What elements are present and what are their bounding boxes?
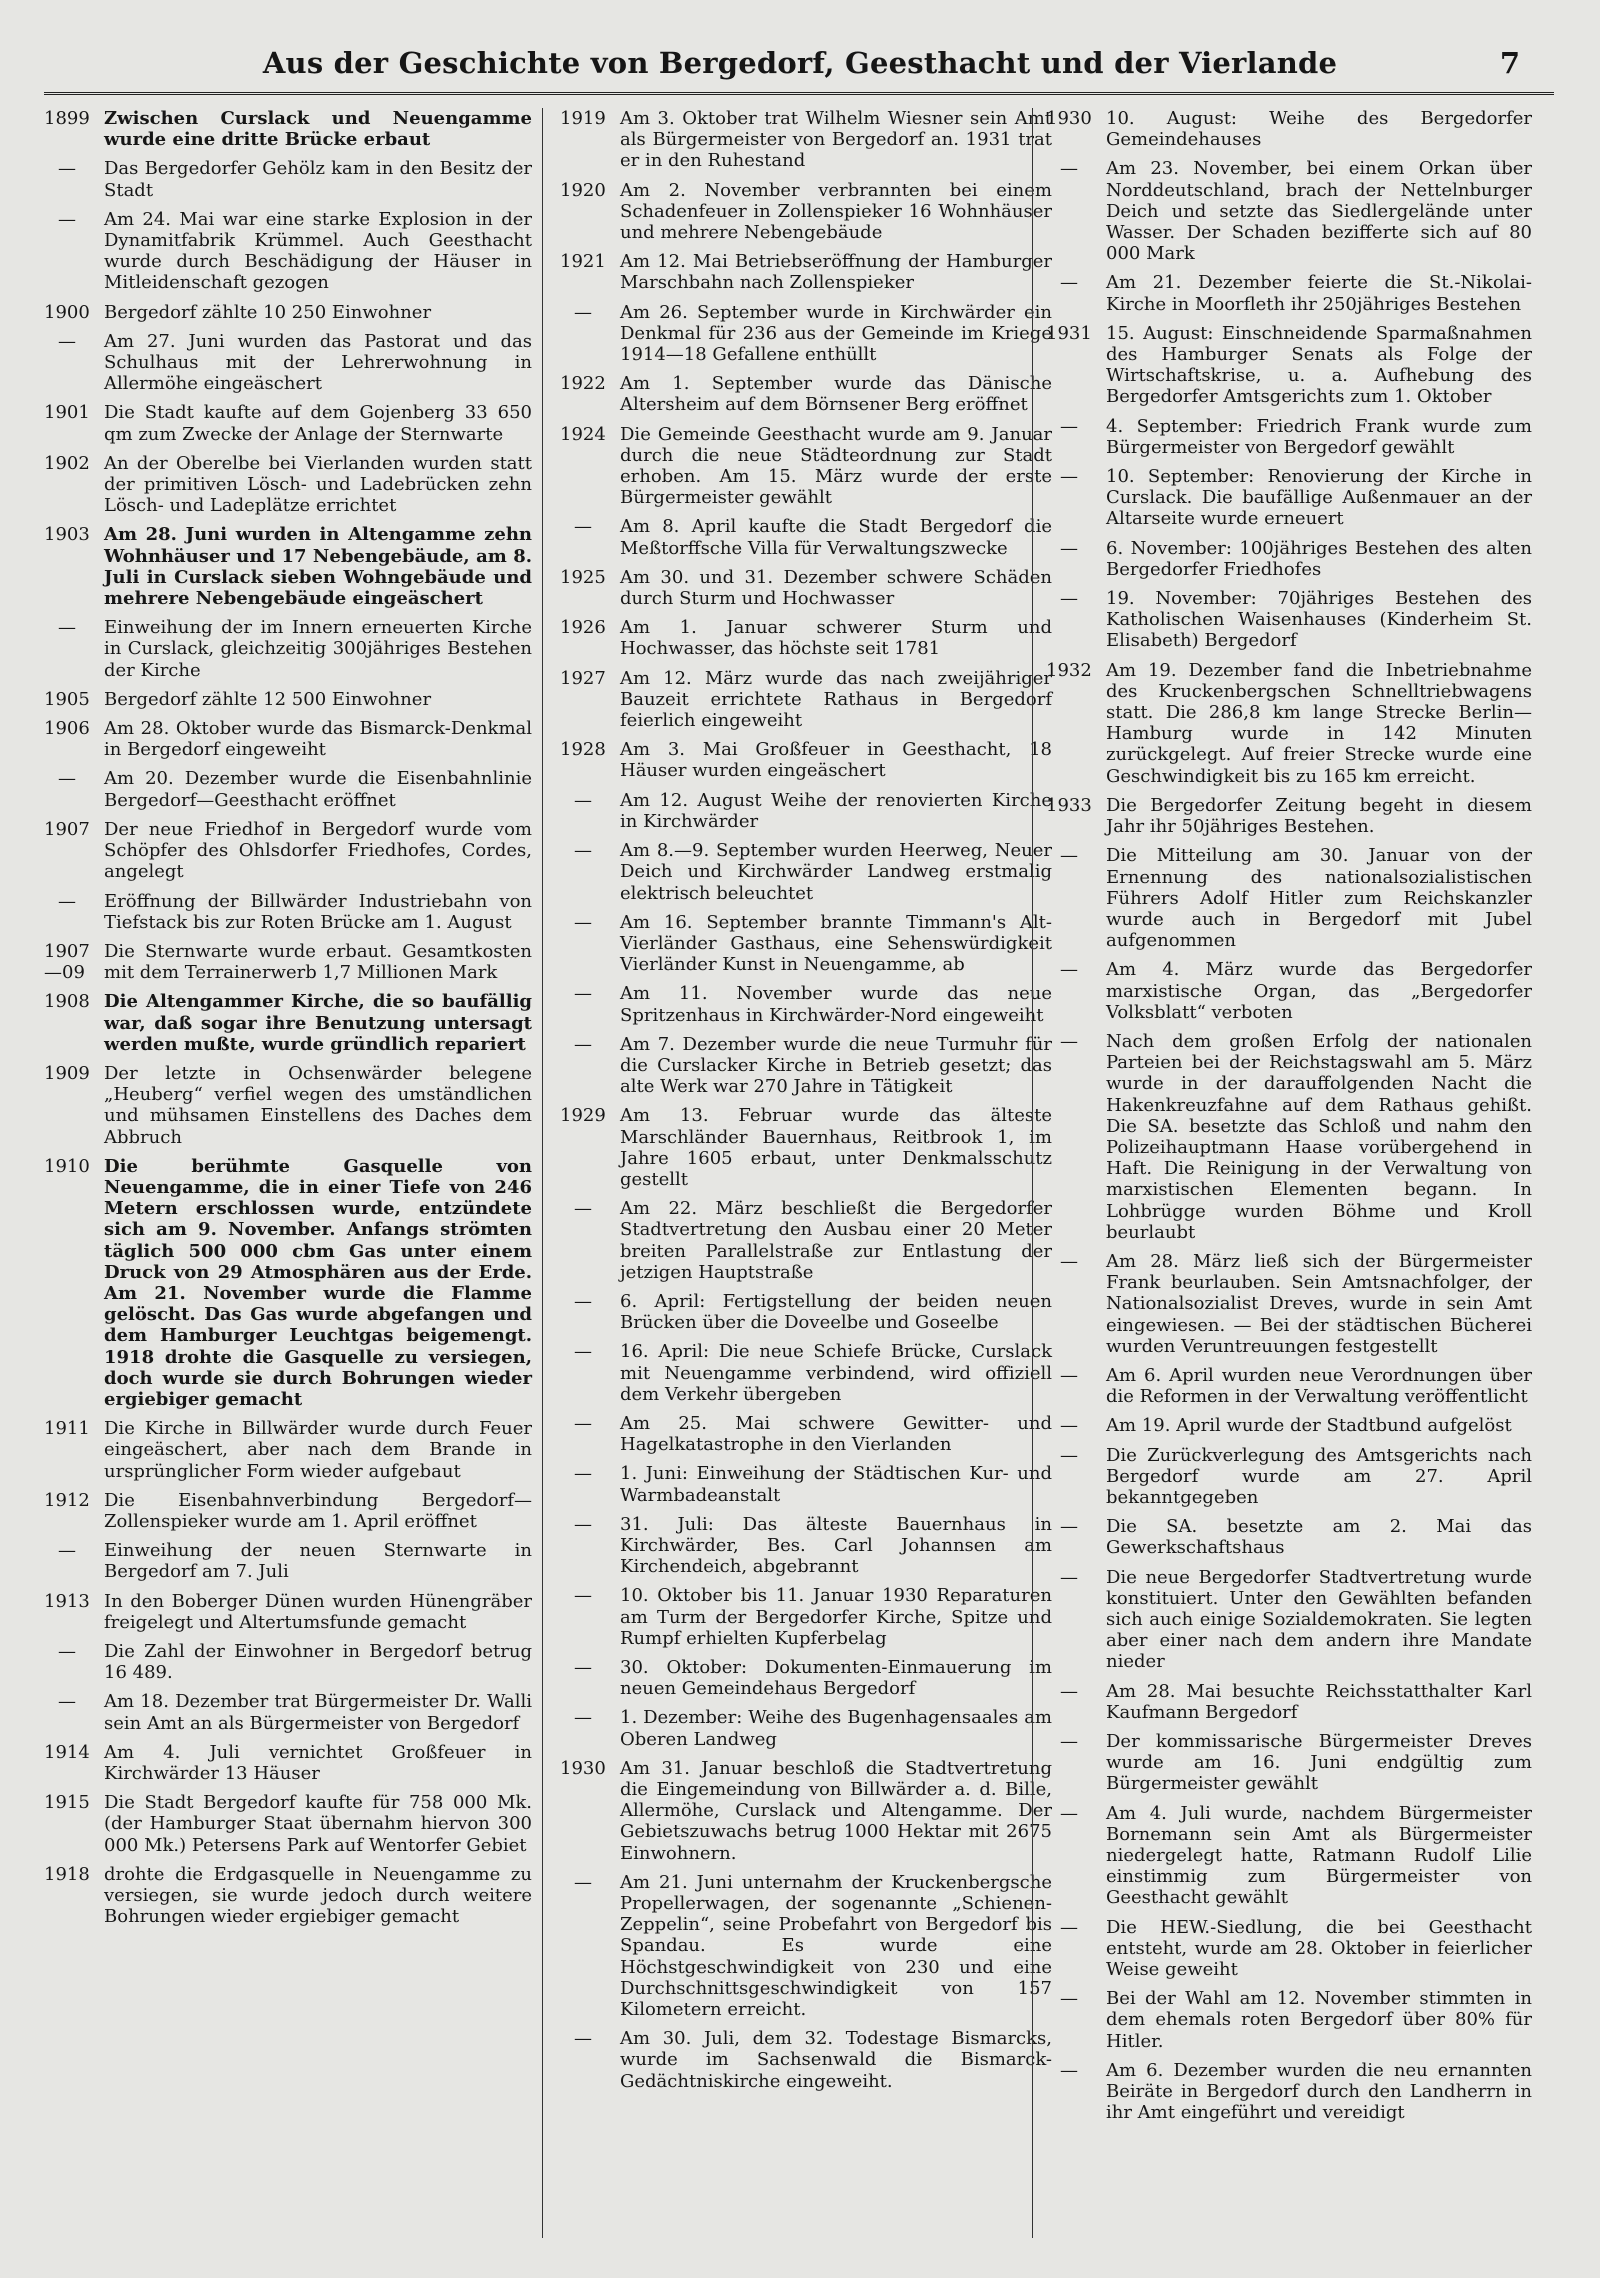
entry-text: Am 18. Dezember trat Bürgermeister Dr. Walli sein Amt an als Bürgermeister von Bergedorf <box>104 1691 532 1734</box>
entry-dash: — <box>1060 1802 1078 1824</box>
entry-text: Am 7. Dezember wurde die neue Turmuhr für die Curslacker Kirche in Betrieb gesetzt; das alte Werk war 270 Jahre in Tätigkeit <box>620 1033 1052 1098</box>
entry-dash: — <box>1060 1731 1078 1753</box>
entry-text: Die Bergedorfer Zeitung begeht in diesem Jahr ihr 50jähriges Bestehen. <box>1106 794 1532 838</box>
entry-dash: — <box>1060 959 1078 981</box>
chronicle-entry <box>560 302 1052 366</box>
chronicle-entry <box>44 402 532 444</box>
chronicle-entry <box>560 1872 1052 2020</box>
entry-text: Einweihung der im Innern erneuerten Kirche in Curslack, gleichzeitig 300jähriges Bestehen der Kirche <box>104 617 532 681</box>
chronicle-entry <box>44 158 532 200</box>
entry-dash: — <box>1060 466 1078 488</box>
entry-dash: — <box>1060 1988 1078 2010</box>
entry-text: Am 30. Juli, dem 32. Todestage Bismarcks, wurde im Sachsenwald die Bismarck-Gedächtniskirche eingeweiht. <box>620 2028 1052 2092</box>
entry-year: 1924 <box>560 423 606 445</box>
entry-text: Die Eisenbahnverbindung Bergedorf—Zollenspieker wurde am 1. April eröffnet <box>104 1489 532 1532</box>
chronicle-entry <box>1046 588 1532 652</box>
entry-dash: — <box>574 1707 592 1729</box>
entry-text: 6. November: 100jähriges Bestehen des alten Bergedorfer Friedhofes <box>1106 537 1532 580</box>
entry-text: Eröffnung der Billwärder Industriebahn von Tiefstack bis zur Roten Brücke am 1. August <box>104 890 532 933</box>
chronicle-entry <box>44 453 532 517</box>
entry-dash: — <box>58 617 76 639</box>
entry-dash: — <box>58 330 76 352</box>
chronicle-entry <box>44 1691 532 1733</box>
chronicle-entry <box>560 1463 1052 1505</box>
entry-text: Die Gemeinde Geesthacht wurde am 9. Januar durch die neue Städteordnung zur Stadt erhoben. Am 15. März wurde der erste Bürgermeister gewählt <box>620 423 1052 509</box>
entry-year: 1903 <box>44 524 90 546</box>
entry-dash: — <box>1060 845 1078 867</box>
chronicle-entry <box>44 1641 532 1683</box>
entry-text: Am 28. März ließ sich der Bürgermeister Frank beurlauben. Sein Amtsnachfolger, der Nationalsozialist Dreves, wurde in sein Amt eingewiesen. — Bei der städtischen Bücherei wurden Veruntreuungen festgestellt <box>1106 1250 1532 1357</box>
chronicle-entry <box>44 718 532 760</box>
entry-year: 1905 <box>44 688 90 710</box>
entry-text: Am 1. September wurde das Dänische Altersheim auf dem Börnsener Berg eröffnet <box>620 373 1052 416</box>
entry-text: Die HEW.-Siedlung, die bei Geesthacht entsteht, wurde am 28. Oktober in feierlicher Weise geweiht <box>1106 1916 1532 1981</box>
entry-text: Die Zahl der Einwohner in Bergedorf betrug 16 489. <box>104 1641 532 1684</box>
page-number: 7 <box>1499 46 1520 80</box>
entry-text: Einweihung der neuen Sternwarte in Bergedorf am 7. Juli <box>104 1540 532 1583</box>
entry-text: Der kommissarische Bürgermeister Dreves wurde am 16. Juni endgültig zum Bürgermeister gewählt <box>1106 1731 1532 1795</box>
chronicle-entry <box>560 1034 1052 1098</box>
chronicle-entry <box>44 302 532 323</box>
entry-dash: — <box>1060 1444 1078 1466</box>
entry-text: Am 23. November, bei einem Orkan über Norddeutschland, brach der Nettelnburger Deich und setzte das Siedlergelände unter Wasser. Der Schaden bezifferte sich auf 80 000 Mark <box>1106 158 1532 265</box>
entry-year: 1921 <box>560 251 606 273</box>
header-rule <box>44 92 1554 95</box>
entry-text: Bei der Wahl am 12. November stimmten in dem ehemals roten Bergedorf über 80% für Hitler. <box>1106 1988 1532 2052</box>
chronicle-entry <box>560 1105 1052 1190</box>
chronicle-entry <box>560 1707 1052 1749</box>
entry-dash: — <box>574 911 592 933</box>
entry-year: 1922 <box>560 373 606 395</box>
entry-year: 1909 <box>44 1062 90 1084</box>
chronicle-entry <box>1046 1567 1532 1673</box>
chronicle-entry <box>1046 158 1532 264</box>
entry-year: 1925 <box>560 566 606 588</box>
column-2 <box>560 108 1052 2238</box>
entry-text: Bergedorf zählte 10 250 Einwohner <box>104 301 432 323</box>
chronicle-entry <box>44 108 532 150</box>
chronicle-entry <box>560 1585 1052 1649</box>
entry-dash: — <box>1060 415 1078 437</box>
chronicle-entry <box>44 1591 532 1633</box>
entry-text: Am 8. April kaufte die Stadt Bergedorf die Meßtorffsche Villa für Verwaltungszwecke <box>620 516 1052 559</box>
entry-text: Der letzte in Ochsenwärder belegene „Heuberg“ verfiel wegen des umständlichen und mühsamen Einstellens des Daches dem Abbruch <box>104 1062 532 1148</box>
chronicle-entry <box>1046 1516 1532 1558</box>
entry-year: 1908 <box>44 991 90 1013</box>
chronicle-entry <box>1046 272 1532 314</box>
entry-text: Die Sternwarte wurde erbaut. Gesamtkosten mit dem Terrainerwerb 1,7 Millionen Mark <box>104 940 532 984</box>
entry-text: Am 13. Februar wurde das älteste Marschländer Bauernhaus, Reitbrook 1, im Jahre 1605 erbaut, unter Denkmalsschutz gestellt <box>620 1105 1052 1190</box>
entry-text: Am 21. Dezember feierte die St.-Nikolai-Kirche in Moorfleth ihr 250jähriges Bestehen <box>1106 272 1532 315</box>
entry-year: 1926 <box>560 617 606 639</box>
entry-year: 1927 <box>560 667 606 689</box>
page-header <box>60 46 1540 86</box>
chronicle-entry <box>560 983 1052 1025</box>
column-divider <box>1032 108 1033 2238</box>
chronicle-entry <box>44 991 532 1055</box>
chronicle-entry <box>44 1540 532 1582</box>
entry-text: Am 24. Mai war eine starke Explosion in der Dynamitfabrik Krümmel. Auch Geesthacht wurde durch Beschädigung der Häuser in Mitleidenschaft gezogen <box>104 208 532 294</box>
chronicle-entry <box>44 331 532 395</box>
entry-year: 1918 <box>44 1863 90 1885</box>
chronicle-entry <box>1046 660 1532 787</box>
entry-text: Die Altengammer Kirche, die so baufällig war, daß sogar ihre Benutzung untersagt werden mußte, wurde gründlich repariert <box>104 991 532 1055</box>
chronicle-entry <box>560 251 1052 293</box>
entry-dash: — <box>58 768 76 790</box>
entry-dash: — <box>574 301 592 323</box>
entry-text: Am 30. und 31. Dezember schwere Schäden durch Sturm und Hochwasser <box>620 566 1052 610</box>
chronicle-entry <box>44 1156 532 1410</box>
entry-text: 6. April: Fertigstellung der beiden neuen Brücken über die Doveelbe und Goseelbe <box>620 1290 1052 1334</box>
chronicle-entry <box>44 1864 532 1928</box>
chronicle-entry <box>1046 538 1532 580</box>
chronicle-entry <box>560 1198 1052 1283</box>
entry-dash: — <box>58 1691 76 1713</box>
chronicle-entry <box>560 840 1052 904</box>
entry-year: 1901 <box>44 402 90 424</box>
entry-text: Am 19. April wurde der Stadtbund aufgelöst <box>1106 1415 1512 1437</box>
entry-year: 1933 <box>1046 794 1092 816</box>
entry-text: Nach dem großen Erfolg der nationalen Parteien bei der Reichstagswahl am 5. März wurde in der darauffolgenden Nacht die Hakenkreuzfahne auf dem Rathaus gehißt. Die SA. besetzte das Schloß und nahm den Polizeihauptmann Haase vorübergehend in Haft. Die Reinigung in der Verwaltung von marxistischen Elementen begann. In Lohbrügge wurden Böhme und Kroll beurlaubt <box>1106 1030 1532 1243</box>
entry-year: 1906 <box>44 718 90 740</box>
entry-dash: — <box>574 1871 592 1893</box>
chronicle-entry <box>44 941 532 983</box>
chronicle-entry <box>44 819 532 883</box>
entry-text: In den Boberger Dünen wurden Hünengräber freigelegt und Altertumsfunde gemacht <box>104 1590 532 1633</box>
entry-dash: — <box>1060 537 1078 559</box>
chronicle-entry <box>44 1418 532 1482</box>
entry-year: 1900 <box>44 301 90 323</box>
entry-text: Bergedorf zählte 12 500 Einwohner <box>104 688 432 710</box>
chronicle-entry <box>1046 2060 1532 2124</box>
entry-text: 30. Oktober: Dokumenten-Einmauerung im neuen Gemeindehaus Bergedorf <box>620 1657 1052 1700</box>
chronicle-entry <box>44 209 532 294</box>
entry-year: 1910 <box>44 1155 90 1177</box>
entry-text: Am 19. Dezember fand die Inbetriebnahme des Kruckenbergschen Schnelltriebwagens statt. Die 286,8 km lange Strecke Berlin—Hamburg wurde in 142 Minuten zurückgelegt. Auf freier Strecke wurde eine Geschwindigkeit bis zu 165 km erreicht. <box>1106 659 1532 787</box>
chronicle-entry <box>1046 1803 1532 1909</box>
entry-text: Am 6. April wurden neue Verordnungen über die Reformen in der Verwaltung veröffentlicht <box>1106 1364 1532 1408</box>
entry-year: 1930 <box>1046 108 1092 129</box>
entry-dash: — <box>58 208 76 230</box>
entry-year: 1902 <box>44 452 90 474</box>
entry-text: 1. Juni: Einweihung der Städtischen Kur- und Warmbadeanstalt <box>620 1463 1052 1506</box>
page-title: Aus der Geschichte von Bergedorf, Geesthacht und der Vierlande <box>262 46 1338 80</box>
entry-text: Am 12. August Weihe der renovierten Kirche in Kirchwärder <box>620 789 1052 832</box>
entry-text: Die Zurückverlegung des Amtsgerichts nach Bergedorf wurde am 27. April bekanntgegeben <box>1106 1444 1532 1508</box>
entry-text: Am 28. Juni wurden in Altengamme zehn Wohnhäuser und 17 Nebengebäude, am 8. Juli in Curslack sieben Wohngebäude und mehrere Nebengebäude eingeäschert <box>104 524 532 610</box>
chronicle-entry <box>560 1657 1052 1699</box>
chronicle-entry <box>1046 416 1532 458</box>
entry-year: 1907 <box>44 818 90 840</box>
chronicle-entry <box>1046 845 1532 951</box>
entry-text: Am 25. Mai schwere Gewitter- und Hagelkatastrophe in den Vierlanden <box>620 1412 1052 1456</box>
entry-text: Der neue Friedhof in Bergedorf wurde vom Schöpfer des Ohlsdorfer Friedhofes, Cordes, angelegt <box>104 818 532 883</box>
entry-text: Die Stadt kaufte auf dem Gojenberg 33 650 qm zum Zwecke der Anlage der Sternwarte <box>104 402 532 445</box>
entry-text: Die neue Bergedorfer Stadtvertretung wurde konstituiert. Unter den Gewählten befanden sich auch einige Sozialdemokraten. Sie legten aber einer nach dem andern ihre Mandate nieder <box>1106 1566 1532 1673</box>
entry-year: 1930 <box>560 1757 606 1779</box>
chronicle-entry <box>44 891 532 933</box>
entry-dash: — <box>1060 272 1078 294</box>
entry-dash: — <box>574 2028 592 2050</box>
entry-text: An der Oberelbe bei Vierlanden wurden statt der primitiven Lösch- und Ladebrücken zehn Lösch- und Ladeplätze errichtet <box>104 452 532 517</box>
entry-year: 1913 <box>44 1590 90 1612</box>
entry-text: Am 4. März wurde das Bergedorfer marxistische Organ, das „Bergedorfer Volksblatt“ verboten <box>1106 959 1532 1023</box>
entry-dash: — <box>574 1463 592 1485</box>
entry-year: 1929 <box>560 1105 606 1127</box>
column-3 <box>1046 108 1532 2238</box>
chronicle-entry <box>1046 959 1532 1023</box>
entry-dash: — <box>1060 1680 1078 1702</box>
entry-text: Am 31. Januar beschloß die Stadtvertretung die Eingemeindung von Billwärder a. d. Bille, Allermöhe, Curslack und Altengamme. Der Gebietszuwachs betrug 1000 Hektar mit 2675 Einwohnern. <box>620 1757 1052 1864</box>
entry-text: Am 4. Juli vernichtet Großfeuer in Kirchwärder 13 Häuser <box>104 1741 532 1785</box>
chronicle-entry <box>560 668 1052 732</box>
entry-year: 1931 <box>1046 322 1092 344</box>
entry-text: 10. August: Weihe des Bergedorfer Gemeindehauses <box>1106 108 1532 151</box>
entry-year: 1907—09 <box>44 940 90 984</box>
chronicle-entry <box>560 2028 1052 2092</box>
chronicle-entry <box>44 768 532 810</box>
column-1 <box>44 108 532 2238</box>
entry-text: Am 8.—9. September wurden Heerweg, Neuer Deich und Kirchwärder Landweg erstmalig elektrisch beleuchtet <box>620 840 1052 904</box>
chronicle-entry <box>560 912 1052 976</box>
entry-dash: — <box>574 1412 592 1434</box>
entry-year: 1919 <box>560 108 606 129</box>
chronicle-entry <box>560 1413 1052 1455</box>
entry-text: Am 2. November verbrannten bei einem Schadenfeuer in Zollenspieker 16 Wohnhäuser und mehrere Nebengebäude <box>620 179 1052 244</box>
entry-dash: — <box>574 1341 592 1363</box>
entry-dash: — <box>1060 158 1078 180</box>
chronicle-entry <box>1046 1365 1532 1407</box>
entry-dash: — <box>1060 1415 1078 1437</box>
entry-text: Am 26. September wurde in Kirchwärder ein Denkmal für 236 aus der Gemeinde im Kriege 1914—18 Gefallene enthüllt <box>620 301 1052 366</box>
entry-text: 1. Dezember: Weihe des Bugenhagensaales am Oberen Landweg <box>620 1707 1052 1750</box>
entry-dash: — <box>574 1657 592 1678</box>
entry-dash: — <box>58 158 76 180</box>
entry-dash: — <box>1060 1030 1078 1052</box>
chronicle-entry <box>1046 1917 1532 1981</box>
entry-dash: — <box>58 1641 76 1662</box>
entry-text: Am 22. März beschließt die Bergedorfer Stadtvertretung den Ausbau einer 20 Meter breiten Parallelstraße zur Entlastung der jetzigen Hauptstraße <box>620 1198 1052 1283</box>
chronicle-entry <box>560 1291 1052 1333</box>
entry-text: Am 28. Mai besuchte Reichsstatthalter Karl Kaufmann Bergedorf <box>1106 1680 1532 1723</box>
chronicle-entry <box>560 373 1052 415</box>
entry-text: Am 6. Dezember wurden die neu ernannten Beiräte in Bergedorf durch den Landherrn in ihr Amt eingeführt und vereidigt <box>1106 2059 1532 2124</box>
entry-year: 1932 <box>1046 659 1092 681</box>
chronicle-entry <box>560 1758 1052 1864</box>
entry-dash: — <box>58 890 76 912</box>
entry-dash: — <box>574 1585 592 1607</box>
entry-dash: — <box>574 1033 592 1055</box>
chronicle-entry <box>44 1063 532 1148</box>
entry-dash: — <box>1060 2059 1078 2081</box>
chronicle-entry <box>1046 466 1532 530</box>
chronicle-entry <box>560 790 1052 832</box>
entry-text: Am 11. November wurde das neue Spritzenhaus in Kirchwärder-Nord eingeweiht <box>620 983 1052 1026</box>
chronicle-entry <box>560 1341 1052 1405</box>
entry-dash: — <box>58 1540 76 1562</box>
entry-text: 10. Oktober bis 11. Januar 1930 Reparaturen am Turm der Bergedorfer Kirche, Spitze und Rumpf erhielten Kupferbelag <box>620 1585 1052 1649</box>
chronicle-entry <box>1046 1251 1532 1357</box>
chronicle-entry <box>560 567 1052 609</box>
entry-text: Am 3. Oktober trat Wilhelm Wiesner sein Amt als Bürgermeister von Bergedorf an. 1931 trat er in den Ruhestand <box>620 108 1052 172</box>
entry-dash: — <box>1060 1364 1078 1386</box>
chronicle-entry <box>44 1490 532 1532</box>
entry-text: Am 21. Juni unternahm der Kruckenbergsche Propellerwagen, der sogenannte „Schienen-Zeppelin“, seine Probefahrt von Bergedorf bis Spandau. Es wurde eine Höchstgeschwindigkeit von 230 und eine Durchschnittsgeschwindigkeit von 157 Kilometern erreicht. <box>620 1871 1052 2021</box>
entry-text: Am 16. September brannte Timmann's Alt-Vierländer Gasthaus, eine Sehenswürdigkeit Vierländer Kunst in Neuengamme, ab <box>620 911 1052 976</box>
entry-year: 1920 <box>560 179 606 201</box>
entry-text: Am 28. Oktober wurde das Bismarck-Denkmal in Bergedorf eingeweiht <box>104 718 532 761</box>
chronicle-entry <box>560 424 1052 509</box>
entry-year: 1911 <box>44 1418 90 1440</box>
chronicle-entry <box>1046 1988 1532 2052</box>
entry-text: 10. September: Renovierung der Kirche in Curslack. Die baufällige Außenmauer an der Altarseite wurde erneuert <box>1106 466 1532 530</box>
chronicle-entry <box>1046 108 1532 150</box>
chronicle-entry <box>1046 1445 1532 1509</box>
entry-text: Am 27. Juni wurden das Pastorat und das Schulhaus mit der Lehrerwohnung in Allermöhe eingeäschert <box>104 330 532 395</box>
chronicle-entry <box>560 516 1052 558</box>
entry-text: Am 3. Mai Großfeuer in Geesthacht, 18 Häuser wurden eingeäschert <box>620 739 1052 782</box>
entry-dash: — <box>574 516 592 538</box>
entry-dash: — <box>1060 588 1078 610</box>
entry-text: drohte die Erdgasquelle in Neuengamme zu versiegen, sie wurde jedoch durch weitere Bohrungen wieder ergiebiger gemacht <box>104 1863 532 1928</box>
chronicle-entry <box>1046 1681 1532 1723</box>
entry-year: 1915 <box>44 1792 90 1814</box>
entry-text: 19. November: 70jähriges Bestehen des Katholischen Waisenhauses (Kinderheim St. Elisabeth) Bergedorf <box>1106 588 1532 652</box>
entry-text: 31. Juli: Das älteste Bauernhaus in Kirchwärder, Bes. Carl Johannsen am Kirchendeich, abgebrannt <box>620 1513 1052 1578</box>
entry-dash: — <box>1060 1250 1078 1272</box>
entry-text: Am 12. März wurde das nach zweijähriger Bauzeit errichtete Rathaus in Bergedorf feierlich eingeweiht <box>620 667 1052 732</box>
entry-dash: — <box>1060 1916 1078 1938</box>
entry-text: Die SA. besetzte am 2. Mai das Gewerkschaftshaus <box>1106 1516 1532 1559</box>
chronicle-entry <box>560 108 1052 172</box>
chronicle-entry <box>44 617 532 681</box>
entry-year: 1914 <box>44 1741 90 1763</box>
chronicle-entry <box>44 1792 532 1856</box>
chronicle-entry <box>1046 1031 1532 1243</box>
chronicle-entry <box>1046 1415 1532 1436</box>
entry-year: 1899 <box>44 108 90 129</box>
chronicle-entry <box>44 524 532 609</box>
chronicle-entry <box>44 1742 532 1784</box>
entry-dash: — <box>574 1513 592 1535</box>
entry-text: Die Stadt Bergedorf kaufte für 758 000 Mk. (der Hamburger Staat übernahm hiervon 300 000 Mk.) Petersens Park auf Wentorfer Gebiet <box>104 1792 532 1856</box>
entry-text: Am 1. Januar schwerer Sturm und Hochwasser, das höchste seit 1781 <box>620 617 1052 660</box>
entry-year: 1928 <box>560 739 606 761</box>
chronicle-entry <box>1046 1731 1532 1795</box>
entry-text: 16. April: Die neue Schiefe Brücke, Curslack mit Neuengamme verbindend, wird offiziell dem Verkehr übergeben <box>620 1341 1052 1405</box>
entry-text: Die Mitteilung am 30. Januar von der Ernennung des nationalsozialistischen Führers Adolf Hitler zum Reichskanzler wurde auch in Bergedorf mit Jubel aufgenommen <box>1106 845 1532 952</box>
chronicle-entry <box>1046 323 1532 408</box>
chronicle-entry <box>560 617 1052 659</box>
entry-text: Am 4. Juli wurde, nachdem Bürgermeister Bornemann sein Amt als Bürgermeister niedergelegt hatte, Ratmann Rudolf Lilie einstimmig zum Bürgermeister von Geesthacht gewählt <box>1106 1802 1532 1909</box>
entry-dash: — <box>574 840 592 862</box>
entry-text: Am 12. Mai Betriebseröffnung der Hamburger Marschbahn nach Zollenspieker <box>620 251 1052 294</box>
entry-text: Zwischen Curslack und Neuengamme wurde eine dritte Brücke erbaut <box>104 108 532 151</box>
entry-dash: — <box>574 789 592 811</box>
entry-text: Die Kirche in Billwärder wurde durch Feuer eingeäschert, aber nach dem Brande in ursprünglicher Form wieder aufgebaut <box>104 1418 532 1482</box>
chronicle-entry <box>1046 795 1532 837</box>
entry-text: Das Bergedorfer Gehölz kam in den Besitz der Stadt <box>104 158 532 201</box>
entry-dash: — <box>1060 1516 1078 1538</box>
entry-dash: — <box>1060 1566 1078 1588</box>
chronicle-entry <box>560 180 1052 244</box>
entry-text: Am 20. Dezember wurde die Eisenbahnlinie Bergedorf—Geesthacht eröffnet <box>104 768 532 811</box>
entry-dash: — <box>574 1290 592 1312</box>
column-divider <box>542 108 543 2238</box>
entry-year: 1912 <box>44 1489 90 1511</box>
entry-dash: — <box>574 983 592 1005</box>
chronicle-entry <box>560 739 1052 781</box>
entry-text: 15. August: Einschneidende Sparmaßnahmen des Hamburger Senats als Folge der Wirtschaftskrise, u. a. Aufhebung des Bergedorfer Amtsgerichts zum 1. Oktober <box>1106 322 1532 408</box>
chronicle-entry <box>560 1514 1052 1578</box>
entry-dash: — <box>574 1198 592 1220</box>
chronicle-entry <box>44 689 532 710</box>
entry-text: Die berühmte Gasquelle von Neuengamme, die in einer Tiefe von 246 Metern erschlossen wurde, entzündete sich am 9. November. Anfangs strömten täglich 500 000 cbm Gas unter einem Druck von 29 Atmosphären aus der Erde. Am 21. November wurde die Flamme gelöscht. Das Gas wurde abgefangen und dem Hamburger Leuchtgas beigemengt. 1918 drohte die Gasquelle zu versiegen, doch wurde sie durch Bohrungen wieder ergiebiger gemacht <box>104 1155 532 1410</box>
entry-text: 4. September: Friedrich Frank wurde zum Bürgermeister von Bergedorf gewählt <box>1106 415 1532 458</box>
